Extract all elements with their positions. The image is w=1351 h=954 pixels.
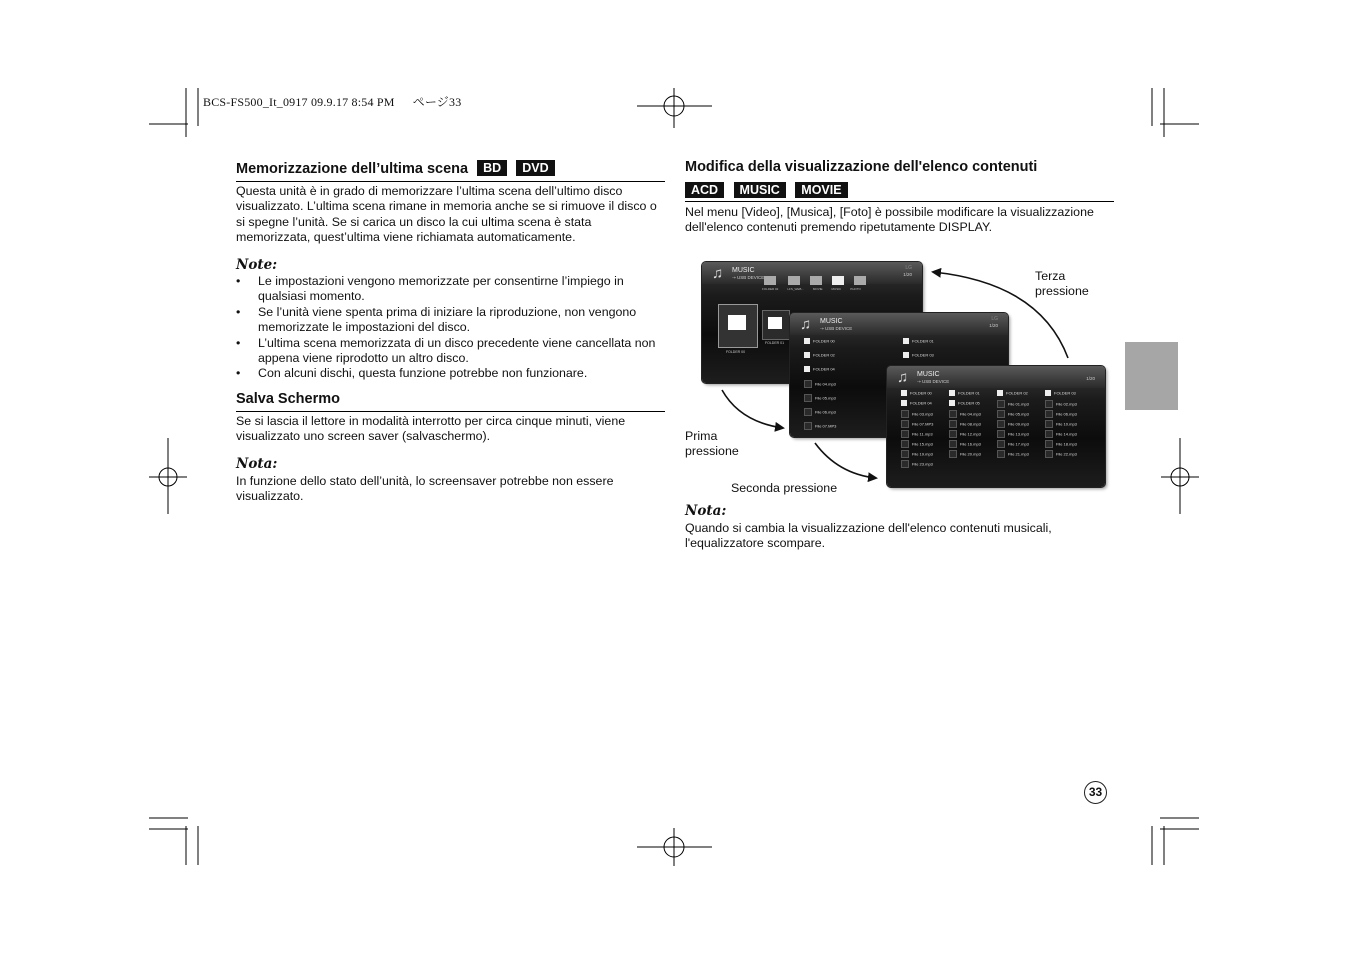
folder-label: MOVIE [812,287,823,291]
list-item: • Con alcuni dischi, questa funzione potrebbe non funzionare. [236,366,664,381]
list-item-label: File 08.mp3 [960,421,981,427]
list-display-note: Quando si cambia la visualizzazione dell'elenco contenuti musicali, l'equalizzatore scompare. [685,521,1052,551]
page-number: 33 [1084,781,1107,804]
list-item-label: FOLDER 00 [910,390,932,396]
list-item-label: File 13.mp3 [1008,431,1029,437]
caption-second-press: Seconda pressione [731,481,838,495]
badge-acd: ACD [685,182,724,198]
list-item-label: File 15.mp3 [912,441,933,447]
print-stamp-page: ページ33 [412,95,462,109]
list-item-label: File 19.mp3 [912,451,933,457]
list-item: FOLDER 00 [804,338,835,347]
music-note-icon: ♫ [800,316,812,333]
list-item-label: File 01.mp3 [1008,401,1029,407]
list-item-label: File 23.mp3 [912,461,933,467]
section-title-list-display: Modifica della visualizzazione dell'elenco contenuti [685,159,1038,175]
brand-logo: LG [991,316,998,322]
screensaver-body: Se si lascia il lettore in modalità interrotto per circa cinque minuti, viene visualizzato uno screen saver (salvaschermo). [236,414,626,444]
side-tab [1125,342,1178,410]
list-display-body: Nel menu [Video], [Musica], [Foto] è possibile modificare la visualizzazione dell'elenco contenuti premendo ripetutamente DISPLAY. [685,205,1094,235]
list-item-label: File 03.mp3 [912,411,933,417]
arrow-second-press [815,443,876,478]
list-item: File 05.mp3 [804,394,836,403]
screen-source: ⇢ USB DEVICE [917,379,950,384]
list-item-label: File 18.mp3 [1056,441,1077,447]
list-item-label: File 16.mp3 [960,441,981,447]
list-item-label: File 17.mp3 [1008,441,1029,447]
list-item-label: File 07.MP3 [912,421,934,427]
list-item: File 04.mp3 [804,380,836,389]
list-item: • Se l’unità viene spenta prima di iniziare la riproduzione, non vengono memorizzate le impostazioni del disco. [236,305,664,336]
list-item-label: File 21.mp3 [1008,451,1029,457]
list-item-label: File 22.mp3 [1056,451,1077,457]
list-item: FOLDER 04 [804,366,835,375]
brand-logo: LG [905,265,912,271]
section-title-screensaver: Salva Schermo [236,391,340,407]
list-item-label: FOLDER 04 [910,400,932,406]
folder-label: FOLDER 00 [726,350,746,354]
note-title: Note: [236,257,278,273]
folder-label: FOLDER 01 [765,341,785,345]
item-count: 1/20 [989,323,998,328]
badge-bd: BD [477,160,507,176]
badge-dvd: DVD [516,160,554,176]
item-count: 1/20 [1086,376,1095,381]
folder-label: FOLDER 02 [762,287,779,291]
list-item-label: File 04.mp3 [960,411,981,417]
item-count: 1/20 [903,272,912,277]
list-item-label: File 12.mp3 [960,431,981,437]
section-title-text: Memorizzazione dell’ultima scena [236,161,469,177]
badge-movie: MOVIE [795,182,847,198]
list-item: File 06.mp3 [804,408,836,417]
note-title: Nota: [685,503,727,519]
list-item-label: File 11.mp3 [912,431,933,437]
list-item: FOLDER 02 [804,352,835,361]
list-item: • L’ultima scena memorizzata di un disco precedente viene cancellata non appena viene riprodotto un altro disco. [236,336,664,367]
folder-label: LFS_WEB... [787,287,804,291]
caption-third-press: Terza pressione [1035,269,1089,299]
list-item-label: FOLDER 02 [1006,390,1028,396]
music-note-icon: ♫ [897,369,909,386]
music-note-icon: ♫ [712,265,724,282]
list-item-label: File 09.mp3 [1008,421,1029,427]
list-item: FOLDER 03 [903,352,934,361]
screensaver-note: In funzione dello stato dell’unità, lo screensaver potrebbe non essere visualizzato. [236,474,614,504]
list-item-label: File 14.mp3 [1056,431,1077,437]
list-item-label: FOLDER 01 [958,390,980,396]
screen-title: MUSIC [732,267,755,274]
list-item-label: File 05.mp3 [1008,411,1029,417]
screen-source: ⇢ USB DEVICE [820,326,853,331]
print-stamp-text: BCS-FS500_It_0917 09.9.17 8:54 PM [203,95,395,109]
list-item-label: FOLDER 05 [958,400,980,406]
screen-source: ⇢ USB DEVICE [732,275,765,280]
arrow-first-press [722,390,783,428]
list-item: • Le impostazioni vengono memorizzate per consentirne l’impiego in qualsiasi momento. [236,274,664,305]
caption-first-press: Prima pressione [685,429,739,459]
screen-title: MUSIC [820,318,843,325]
list-item-label: FOLDER 03 [1054,390,1076,396]
note-title: Nota: [236,456,278,472]
folder-label: PHOTO [850,287,861,291]
last-scene-body: Questa unità è in grado di memorizzare l’ultima scena dell’ultimo disco visualizzato. L’ultima scena rimane in memoria anche se si rimuove il disco o si spegne l’unità. Se si carica un disco la cui ultima scena è stata memorizzata, quest’ultima viene richiamata automaticamente. [236,184,657,245]
list-item: File 07.MP3 [804,422,836,431]
list-item-label: File 10.mp3 [1056,421,1077,427]
badge-music: MUSIC [734,182,786,198]
list-item-label: File 20.mp3 [960,451,981,457]
list-item-label: File 06.mp3 [1056,411,1077,417]
list-item-label: File 02.mp3 [1056,401,1077,407]
list-item: FOLDER 01 [903,338,934,347]
folder-label: MUSIC [831,287,842,291]
screen-title: MUSIC [917,371,940,378]
